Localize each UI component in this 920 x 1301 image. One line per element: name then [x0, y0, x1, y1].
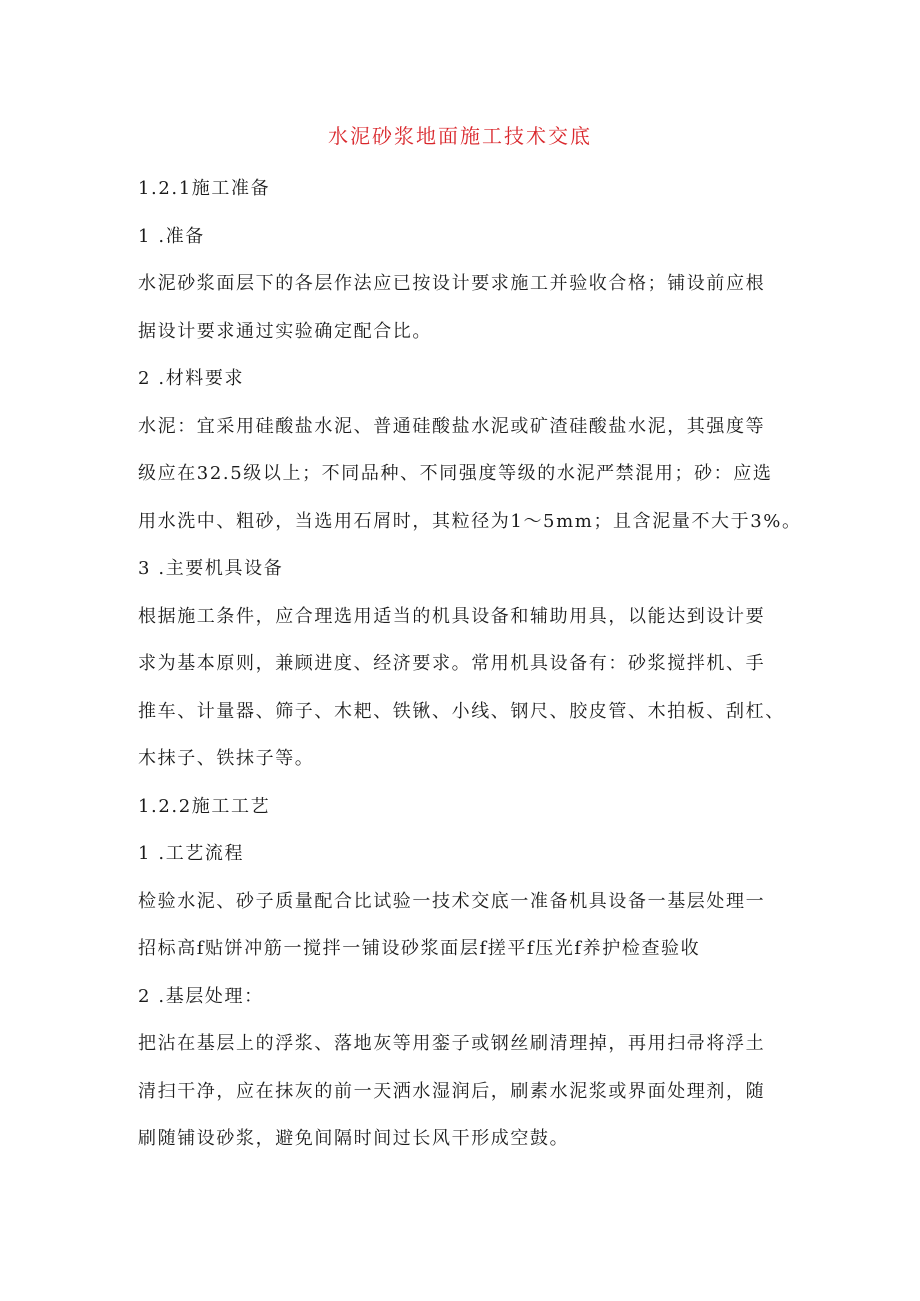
section-heading: 1.2.2施工工艺 — [138, 795, 271, 817]
paragraph-line: 水泥砂浆面层下的各层作法应已按设计要求施工并验收合格；铺设前应根 — [138, 273, 766, 294]
paragraph-line: 木抹子、铁抹子等。 — [138, 748, 315, 769]
paragraph-line: 水泥：宜采用硅酸盐水泥、普通硅酸盐水泥或矿渣硅酸盐水泥，其强度等 — [138, 415, 766, 437]
paragraph-line: 检验水泥、砂子质量配合比试验一技术交底一准备机具设备一基层处理一 — [138, 890, 766, 912]
paragraph-line: 把沾在基层上的浮浆、落地灰等用銮子或钢丝刷清理掉，再用扫帚将浮土 — [138, 1033, 766, 1054]
paragraph-line: 用水洗中、粗砂，当选用石屑时，其粒径为1～5mm；且含泥量不大于3%。 — [138, 510, 802, 532]
paragraph-line: 级应在32.5级以上；不同品种、不同强度等级的水泥严禁混用；砂：应选 — [138, 463, 773, 484]
document-title: 水泥砂浆地面施工技术交底 — [328, 124, 592, 148]
subsection-heading: 3 .主要机具设备 — [138, 558, 284, 579]
paragraph-line: 据设计要求通过实验确定配合比。 — [138, 320, 432, 342]
paragraph-line: 招标高f贴饼冲筋一搅拌一铺设砂浆面层f搓平f压光f养护检查验收 — [138, 938, 701, 959]
paragraph-line: 推车、计量器、筛子、木耙、铁锹、小线、钢尺、胶皮管、木拍板、刮杠、 — [138, 700, 785, 722]
paragraph-line: 求为基本原则，兼顾进度、经济要求。常用机具设备有：砂浆搅拌机、手 — [138, 653, 766, 674]
paragraph-line: 根据施工条件，应合理选用适当的机具设备和辅助用具，以能达到设计要 — [138, 605, 766, 627]
section-heading: 1.2.1施工准备 — [138, 178, 271, 199]
subsection-heading: 1 .工艺流程 — [138, 843, 245, 864]
document-body — [138, 165, 802, 1163]
subsection-heading: 2 .材料要求 — [138, 368, 245, 389]
subsection-heading: 1 .准备 — [138, 225, 205, 247]
subsection-heading: 2 .基层处理： — [138, 985, 264, 1007]
paragraph-line: 刷随铺设砂浆，避免间隔时间过长风干形成空鼓。 — [138, 1128, 570, 1149]
paragraph-line: 清扫干净，应在抹灰的前一天洒水湿润后，刷素水泥浆或界面处理剂，随 — [138, 1080, 766, 1102]
